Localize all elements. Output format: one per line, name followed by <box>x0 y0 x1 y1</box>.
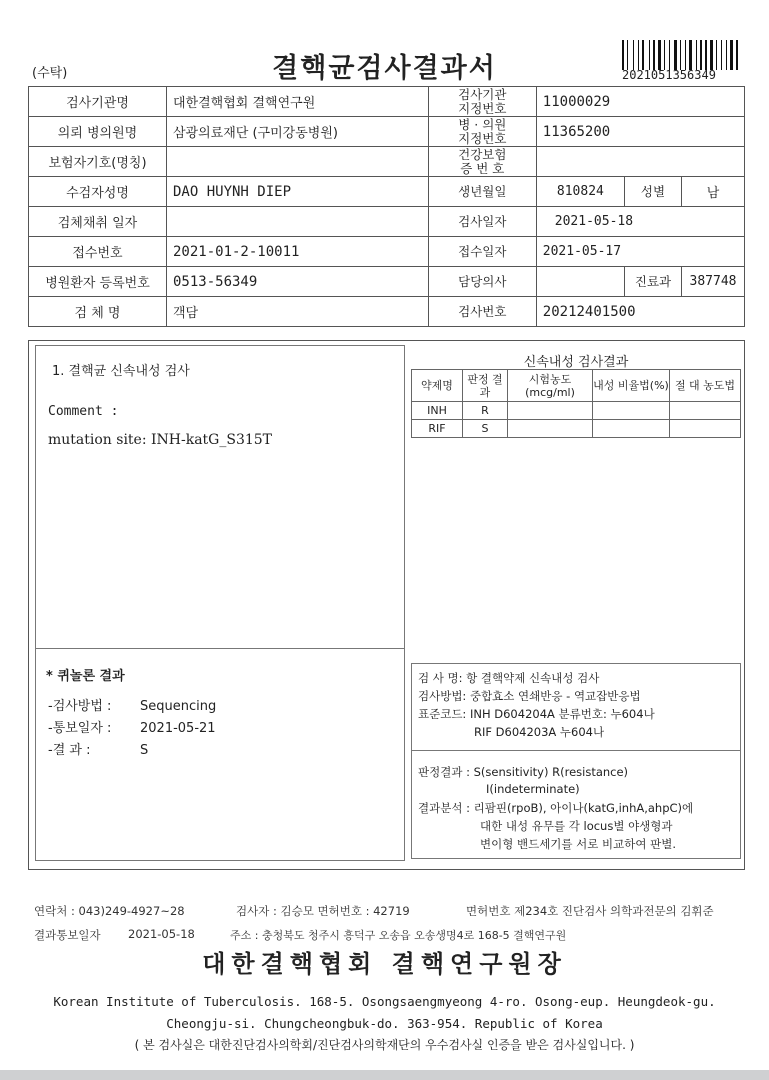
sex-label: 성별 <box>625 177 682 207</box>
column-header: 약제명 <box>412 370 463 402</box>
barcode-bar <box>728 40 729 70</box>
barcode-bar <box>629 40 632 70</box>
barcode-bar <box>633 40 634 70</box>
column-header: 내성 비율법(%) <box>593 370 670 402</box>
mutation-site: mutation site: INH-katG_S315T <box>48 432 273 448</box>
barcode-bar <box>674 40 677 70</box>
barcode-bar <box>698 40 699 70</box>
judgement-line: 판정결과 : S(sensitivity) R(resistance) <box>418 765 629 779</box>
result-title: 신속내성 검사결과 <box>523 355 629 370</box>
institution-code-label: 검사기관 지정번호 <box>428 87 536 117</box>
barcode-bar <box>685 40 686 70</box>
barcode-bar <box>716 40 717 70</box>
institution-label: 검사기관명 <box>29 87 167 117</box>
barcode-bar <box>653 40 655 70</box>
barcode-bar <box>705 40 707 70</box>
barcode-bar <box>736 40 738 70</box>
column-header: 절 대 농도법 <box>670 370 741 402</box>
test-date-value: 2021-05-18 <box>536 207 744 237</box>
conc-cell <box>508 402 593 420</box>
quinolone-row: -결 과 : S <box>48 743 149 758</box>
barcode-bar <box>703 40 704 70</box>
barcode-bar <box>678 40 679 70</box>
method-box <box>411 663 741 859</box>
table-row <box>412 402 741 420</box>
address-kr: 주소 : 충청북도 청주시 흥덕구 오송읍 오송생명4로 168-5 결핵연구원 <box>230 929 567 942</box>
barcode-bar <box>645 40 648 70</box>
patient-name-label: 수검자성명 <box>29 177 167 207</box>
column-header: 판정 결과 <box>463 370 508 402</box>
license-info: 면허번호 제234호 진단검사 의학과전문의 김휘준 <box>466 904 714 918</box>
barcode-bar <box>718 40 720 70</box>
certification-note: ( 본 검사실은 대한진단검사의학회/진단검사의학재단의 우수검사실 인증을 받은 검사실입니다. ) <box>134 1038 635 1052</box>
abs-cell <box>670 402 741 420</box>
doctor-label: 담당의사 <box>428 267 536 297</box>
notify-date-label: 결과통보일자 <box>34 928 101 942</box>
quinolone-row: -검사방법 : Sequencing <box>48 699 217 714</box>
receipt-number-label: 접수번호 <box>29 237 167 267</box>
barcode-bar <box>687 40 688 70</box>
requesting-hospital-value: 삼광의료재단 (구미강동병원) <box>167 117 429 147</box>
doctor-value <box>536 267 624 297</box>
patient-name-value: DAO HUYNH DIEP <box>167 177 429 207</box>
barcode-bar <box>682 40 684 70</box>
examiner-info: 검사자 : 김승모 면허번호 : 42719 <box>236 904 410 918</box>
test-date-label: 검사일자 <box>428 207 536 237</box>
dob-value: 810824 <box>536 177 624 207</box>
barcode-bar <box>638 40 639 70</box>
method-line: 검사방법: 중합효소 연쇄반응 - 역교잡반응법 <box>418 689 641 703</box>
analysis-line: 대한 내성 유무를 각 locus별 야생형과 <box>480 819 673 833</box>
insurer-value <box>167 147 429 177</box>
barcode-bar <box>708 40 709 70</box>
comment-label: Comment : <box>48 404 119 419</box>
barcode-bar <box>666 40 668 70</box>
address-en-2: Cheongju-si. Chungcheongbuk-do. 363-954. Republic of Korea <box>166 1016 603 1031</box>
resistance-table <box>411 369 741 438</box>
barcode <box>622 40 760 70</box>
column-header: 시험농도 (mcg/ml) <box>508 370 593 402</box>
barcode-bar <box>714 40 715 70</box>
quinolone-section <box>36 648 404 861</box>
analysis-line: 결과분석 : 리팜핀(rpoB), 아이나(katG,inhA,ahpC)에 <box>418 801 694 815</box>
analysis-line: 변이형 밴드세기를 서로 비교하여 판별. <box>480 837 677 851</box>
rapid-result-panel <box>411 345 741 861</box>
barcode-bar <box>622 40 624 70</box>
barcode-number: 2021051356349 <box>622 68 716 82</box>
method-line: 검 사 명: 항 결핵약제 신속내성 검사 <box>418 671 600 685</box>
barcode-bar <box>671 40 673 70</box>
result-cell: S <box>463 420 508 438</box>
divider <box>412 750 740 751</box>
barcode-bar <box>662 40 663 70</box>
quinolone-title: * 퀴놀론 결과 <box>46 669 125 684</box>
document-title: 결핵균검사결과서 <box>272 53 497 84</box>
results-section <box>28 340 745 870</box>
dob-label: 생년월일 <box>428 177 536 207</box>
health-insurance-label: 건강보험 증 번 호 <box>428 147 536 177</box>
receipt-date-label: 접수일자 <box>428 237 536 267</box>
notify-date-value: 2021-05-18 <box>128 927 195 941</box>
quinolone-row: -통보일자 : 2021-05-21 <box>48 721 216 736</box>
barcode-bar <box>658 40 661 70</box>
health-insurance-value <box>536 147 744 177</box>
institution-code-value: 11000029 <box>536 87 744 117</box>
sex-value: 남 <box>682 177 745 207</box>
address-en-1: Korean Institute of Tuberculosis. 168-5. Osongsaengmyeong 4-ro. Osong-eup. Heungdeok-gu. <box>53 994 716 1009</box>
barcode-bar <box>627 40 628 70</box>
barcode-bar <box>721 40 722 70</box>
registration-number-label: 병원환자 등록번호 <box>29 267 167 297</box>
barcode-bar <box>625 40 626 70</box>
barcode-bar <box>640 40 641 70</box>
requesting-hospital-label: 의뢰 병의원명 <box>29 117 167 147</box>
method-line: 표준코드: INH D604204A 분류번호: 누604나 <box>418 707 655 721</box>
rapid-test-panel <box>35 345 405 861</box>
hospital-code-label: 병 · 의원 지정번호 <box>428 117 536 147</box>
barcode-bar <box>642 40 644 70</box>
test-number-value: 20212401500 <box>536 297 744 327</box>
registration-number-value: 0513-56349 <box>167 267 429 297</box>
barcode-bar <box>649 40 650 70</box>
judgement-line: I(indeterminate) <box>486 782 580 796</box>
table-row <box>412 420 741 438</box>
insurer-label: 보험자기호(명칭) <box>29 147 167 177</box>
barcode-bar <box>696 40 697 70</box>
page-edge <box>0 1070 769 1080</box>
contact-info: 연락처 : 043)249-4927~28 <box>34 904 185 918</box>
receipt-date-value: 2021-05-17 <box>536 237 744 267</box>
drug-cell: RIF <box>412 420 463 438</box>
barcode-bar <box>669 40 670 70</box>
specimen-value: 객담 <box>167 297 429 327</box>
department-value: 387748 <box>682 267 745 297</box>
barcode-bar <box>635 40 637 70</box>
issuer-name: 대한결핵협회 결핵연구원장 <box>202 950 567 978</box>
drug-cell: INH <box>412 402 463 420</box>
specimen-label: 검 체 명 <box>29 297 167 327</box>
barcode-bar <box>710 40 713 70</box>
barcode-bar <box>651 40 652 70</box>
document-type-label: (수탁) <box>32 66 68 81</box>
barcode-bar <box>693 40 695 70</box>
barcode-bar <box>730 40 733 70</box>
barcode-bar <box>700 40 702 70</box>
barcode-bar <box>689 40 692 70</box>
barcode-bar <box>664 40 665 70</box>
method-line: RIF D604203A 누604나 <box>474 725 605 739</box>
abs-cell <box>670 420 741 438</box>
conc-cell <box>508 420 593 438</box>
barcode-bar <box>680 40 681 70</box>
barcode-bar <box>723 40 725 70</box>
receipt-number-value: 2021-01-2-10011 <box>167 237 429 267</box>
barcode-bar <box>734 40 735 70</box>
result-cell: R <box>463 402 508 420</box>
barcode-bar <box>656 40 657 70</box>
collection-date-value <box>167 207 429 237</box>
patient-info-table <box>28 86 745 327</box>
collection-date-label: 검체채취 일자 <box>29 207 167 237</box>
hospital-code-value: 11365200 <box>536 117 744 147</box>
ratio-cell <box>593 420 670 438</box>
barcode-bar <box>726 40 727 70</box>
department-label: 진료과 <box>625 267 682 297</box>
ratio-cell <box>593 402 670 420</box>
section-title: 1. 결핵균 신속내성 검사 <box>52 364 190 379</box>
test-number-label: 검사번호 <box>428 297 536 327</box>
institution-value: 대한결핵협회 결핵연구원 <box>167 87 429 117</box>
